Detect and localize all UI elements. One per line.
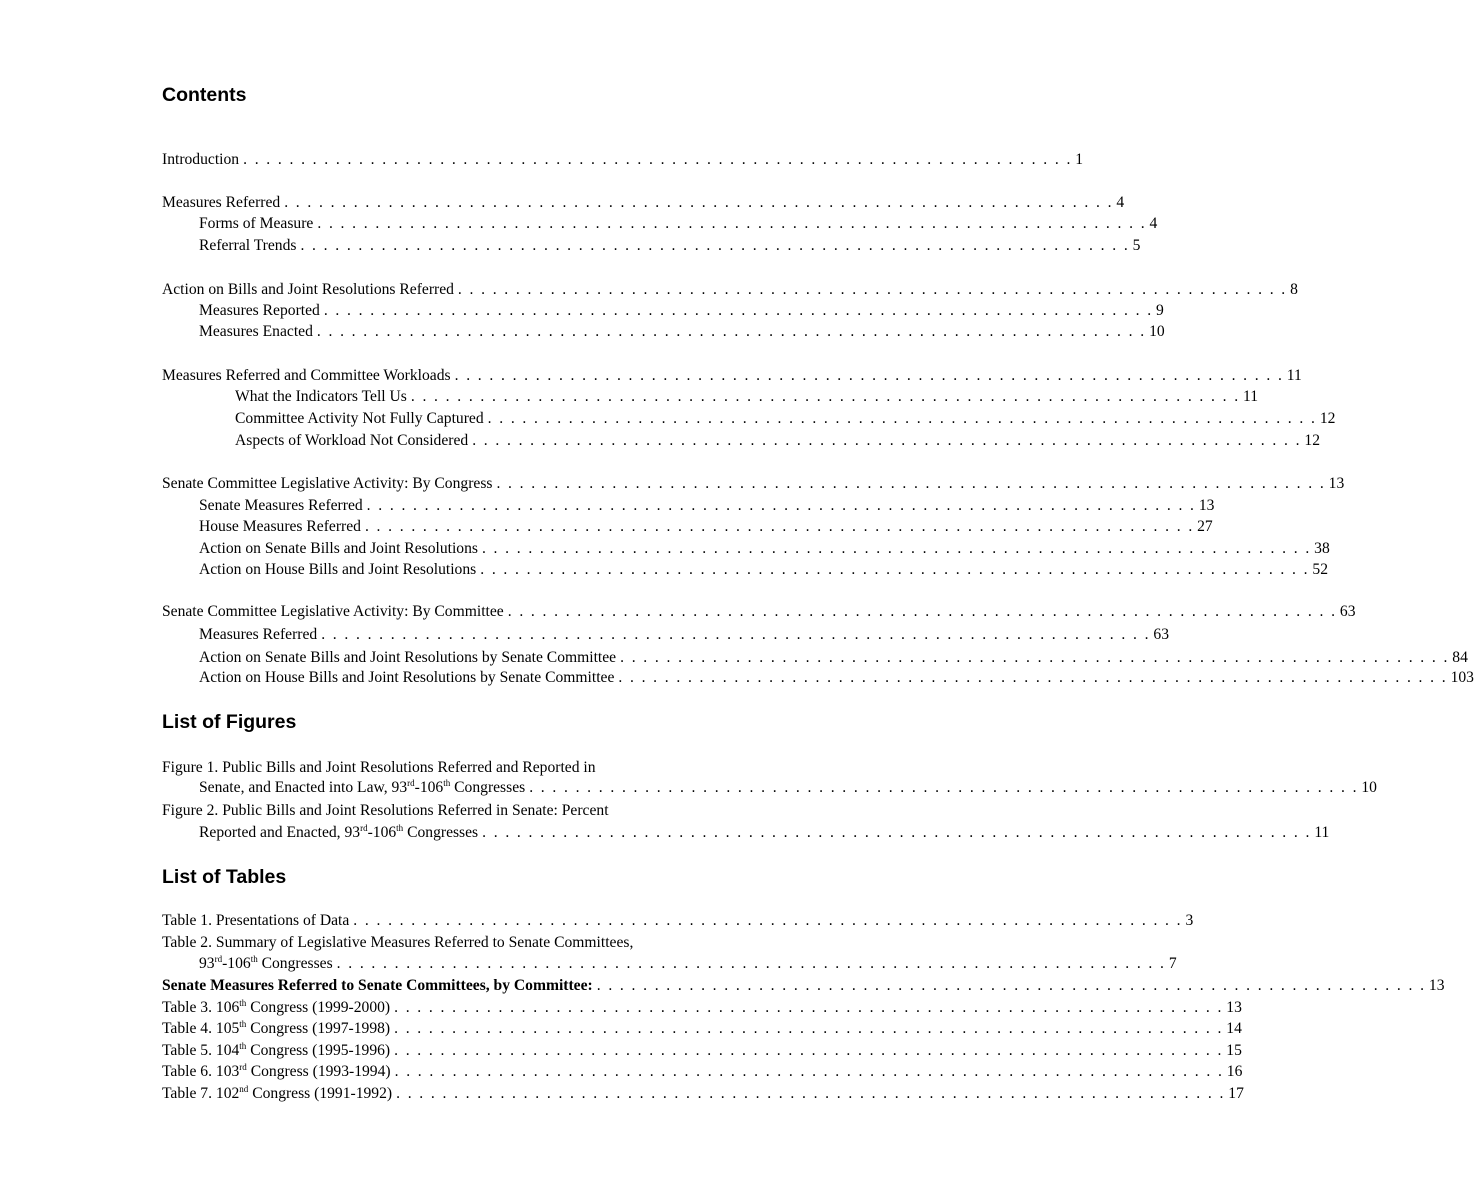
ordinal-suffix: rd [407, 778, 415, 788]
table-row-entry[interactable] [162, 997, 1242, 1019]
dot-leader: . . . . . . . . . . . . . . . . . . . . . . . . . . . . . . . . . . . . . . . . . . . . . . . . . . . . . . . . . . . . . . . . . . . . . . . . [316, 323, 1147, 340]
toc-entry-label: What the Indicators Tell Us [235, 388, 407, 405]
contents-heading: Contents [162, 84, 247, 106]
table-group-page: 13 [1428, 977, 1445, 994]
figure-2-text: Reported and Enacted, 93 [199, 824, 361, 841]
toc-entry-page: 11 [1243, 388, 1259, 405]
toc-entry[interactable] [162, 192, 1125, 214]
toc-entry-label: Committee Activity Not Fully Captured [235, 410, 484, 427]
toc-entry[interactable] [162, 279, 1298, 301]
toc-entry[interactable] [199, 300, 1164, 322]
dot-leader: . . . . . . . . . . . . . . . . . . . . . . . . . . . . . . . . . . . . . . . . . . . . . . . . . . . . . . . . . . . . . . . . . . . . . . . . [243, 151, 1073, 168]
toc-entry[interactable] [162, 149, 1084, 171]
table-row-text: Congress (1993-1994) [246, 1063, 391, 1080]
dot-leader: . . . . . . . . . . . . . . . . . . . . . . . . . . . . . . . . . . . . . . . . . . . . . . . . . . . . . . . . . . . . . . . . . . . . . . . . [394, 1042, 1224, 1059]
figure-2-title: Figure 2. Public Bills and Joint Resolutions Referred in Senate: Percent [162, 802, 609, 819]
figure-2-text: -106 [367, 824, 397, 841]
table-row-text: Table 3. 106 [162, 999, 240, 1016]
table-row-entry[interactable] [162, 1018, 1242, 1040]
toc-entry-page: 1 [1075, 151, 1084, 168]
toc-entry[interactable] [199, 559, 1329, 581]
toc-entry-label: Senate Committee Legislative Activity: By Congress [162, 475, 493, 492]
dot-leader: . . . . . . . . . . . . . . . . . . . . . . . . . . . . . . . . . . . . . . . . . . . . . . . . . . . . . . . . . . . . . . . . . . . . . . . . [620, 649, 1450, 666]
dot-leader: . . . . . . . . . . . . . . . . . . . . . . . . . . . . . . . . . . . . . . . . . . . . . . . . . . . . . . . . . . . . . . . . . . . . . . . . [364, 518, 1195, 535]
dot-leader: . . . . . . . . . . . . . . . . . . . . . . . . . . . . . . . . . . . . . . . . . . . . . . . . . . . . . . . . . . . . . . . . . . . . . . . . [300, 237, 1130, 254]
table-row-text: Congress (1995-1996) [246, 1042, 391, 1059]
dot-leader: . . . . . . . . . . . . . . . . . . . . . . . . . . . . . . . . . . . . . . . . . . . . . . . . . . . . . . . . . . . . . . . . . . . . . . . . [336, 955, 1166, 972]
table-1-page: 3 [1185, 912, 1194, 929]
dot-leader: . . . . . . . . . . . . . . . . . . . . . . . . . . . . . . . . . . . . . . . . . . . . . . . . . . . . . . . . . . . . . . . . . . . . . . . . [472, 432, 1302, 449]
table-row-page: 15 [1226, 1042, 1242, 1059]
table-row-label [162, 1061, 391, 1083]
dot-leader: . . . . . . . . . . . . . . . . . . . . . . . . . . . . . . . . . . . . . . . . . . . . . . . . . . . . . . . . . . . . . . . . . . . . . . . . [482, 824, 1312, 841]
toc-entry[interactable] [162, 365, 1302, 387]
toc-entry-page: 8 [1290, 281, 1298, 298]
dot-leader: . . . . . . . . . . . . . . . . . . . . . . . . . . . . . . . . . . . . . . . . . . . . . . . . . . . . . . . . . . . . . . . . . . . . . . . . [394, 999, 1224, 1016]
table-row-text: Table 4. 105 [162, 1020, 240, 1037]
toc-entry-label: Forms of Measure [199, 215, 314, 232]
toc-entry-page: 27 [1197, 518, 1213, 535]
toc-entry-page: 52 [1312, 561, 1329, 578]
table-group-label: Senate Measures Referred to Senate Committees, by Committee: [162, 977, 593, 994]
table-row-text: Congress (1999-2000) [246, 999, 391, 1016]
toc-entry-label: Aspects of Workload Not Considered [235, 432, 469, 449]
table-row-page: 17 [1228, 1085, 1244, 1102]
dot-leader: . . . . . . . . . . . . . . . . . . . . . . . . . . . . . . . . . . . . . . . . . . . . . . . . . . . . . . . . . . . . . . . . . . . . . . . . [323, 302, 1154, 319]
dot-leader: . . . . . . . . . . . . . . . . . . . . . . . . . . . . . . . . . . . . . . . . . . . . . . . . . . . . . . . . . . . . . . . . . . . . . . . . [596, 977, 1426, 994]
toc-entry-label: Measures Reported [199, 302, 320, 319]
dot-leader: . . . . . . . . . . . . . . . . . . . . . . . . . . . . . . . . . . . . . . . . . . . . . . . . . . . . . . . . . . . . . . . . . . . . . . . . [529, 779, 1359, 796]
toc-entry-label: Measures Referred [162, 194, 281, 211]
ordinal-suffix: th [396, 823, 404, 833]
toc-entry-label: Action on House Bills and Joint Resolutions [199, 561, 477, 578]
dot-leader: . . . . . . . . . . . . . . . . . . . . . . . . . . . . . . . . . . . . . . . . . . . . . . . . . . . . . . . . . . . . . . . . . . . . . . . . [366, 497, 1196, 514]
table-2-text: -106 [222, 955, 251, 972]
table-row-entry[interactable] [162, 1040, 1242, 1062]
dot-leader: . . . . . . . . . . . . . . . . . . . . . . . . . . . . . . . . . . . . . . . . . . . . . . . . . . . . . . . . . . . . . . . . . . . . . . . . [321, 626, 1151, 643]
dot-leader: . . . . . . . . . . . . . . . . . . . . . . . . . . . . . . . . . . . . . . . . . . . . . . . . . . . . . . . . . . . . . . . . . . . . . . . . [496, 475, 1326, 492]
dot-leader: . . . . . . . . . . . . . . . . . . . . . . . . . . . . . . . . . . . . . . . . . . . . . . . . . . . . . . . . . . . . . . . . . . . . . . . . [394, 1020, 1224, 1037]
toc-entry-page: 4 [1116, 194, 1125, 211]
tables-heading: List of Tables [162, 866, 287, 888]
figure-1-title: Figure 1. Public Bills and Joint Resolutions Referred and Reported in [162, 759, 596, 776]
dot-leader: . . . . . . . . . . . . . . . . . . . . . . . . . . . . . . . . . . . . . . . . . . . . . . . . . . . . . . . . . . . . . . . . . . . . . . . . [481, 540, 1312, 557]
toc-entry[interactable] [199, 647, 1468, 669]
ordinal-suffix: th [239, 1019, 247, 1029]
dot-leader: . . . . . . . . . . . . . . . . . . . . . . . . . . . . . . . . . . . . . . . . . . . . . . . . . . . . . . . . . . . . . . . . . . . . . . . . [618, 669, 1448, 686]
toc-entry-label: Measures Enacted [199, 323, 313, 340]
ordinal-suffix: rd [239, 1062, 247, 1072]
ordinal-suffix: nd [239, 1084, 249, 1094]
table-row-label [162, 997, 390, 1019]
table-row-entry[interactable] [162, 1083, 1244, 1105]
figure-1-label [199, 777, 525, 799]
toc-entry[interactable] [162, 473, 1345, 495]
toc-entry[interactable] [199, 213, 1158, 235]
toc-entry[interactable] [199, 667, 1474, 689]
toc-entry-page: 10 [1149, 323, 1165, 340]
toc-entry-page: 4 [1149, 215, 1158, 232]
toc-entry[interactable] [235, 386, 1259, 408]
toc-entry-label: Action on Senate Bills and Joint Resolutions [199, 540, 478, 557]
toc-entry-label: Measures Referred [199, 626, 318, 643]
toc-entry[interactable] [235, 430, 1320, 452]
toc-entry-label: Senate Committee Legislative Activity: By Committee [162, 603, 504, 620]
ordinal-suffix: th [250, 954, 258, 964]
toc-entry[interactable] [199, 624, 1169, 646]
table-row-text: Table 5. 104 [162, 1042, 240, 1059]
table-2-text: 93 [199, 955, 215, 972]
toc-entry-page: 84 [1452, 649, 1468, 666]
ordinal-suffix: th [443, 778, 451, 788]
ordinal-suffix: rd [360, 823, 368, 833]
toc-entry[interactable] [235, 408, 1336, 430]
toc-entry-page: 11 [1286, 367, 1302, 384]
table-row-label [162, 1083, 392, 1105]
ordinal-suffix: rd [214, 954, 223, 964]
toc-entry-label: Action on Senate Bills and Joint Resolutions by Senate Committee [199, 649, 617, 666]
table-row-text: Congress (1997-1998) [246, 1020, 391, 1037]
dot-leader: . . . . . . . . . . . . . . . . . . . . . . . . . . . . . . . . . . . . . . . . . . . . . . . . . . . . . . . . . . . . . . . . . . . . . . . . [317, 215, 1147, 232]
table-2-text: Congresses [257, 955, 333, 972]
table-2-page: 7 [1168, 955, 1177, 972]
figure-2-entry[interactable] [199, 822, 1330, 844]
toc-entry-label: Senate Measures Referred [199, 497, 363, 514]
dot-leader: . . . . . . . . . . . . . . . . . . . . . . . . . . . . . . . . . . . . . . . . . . . . . . . . . . . . . . . . . . . . . . . . . . . . . . . . [410, 388, 1241, 405]
dot-leader: . . . . . . . . . . . . . . . . . . . . . . . . . . . . . . . . . . . . . . . . . . . . . . . . . . . . . . . . . . . . . . . . . . . . . . . . [454, 367, 1284, 384]
figure-2-label [199, 822, 478, 844]
toc-entry-page: 12 [1319, 410, 1336, 427]
figure-1-text: Senate, and Enacted into Law, 93 [199, 779, 408, 796]
toc-entry-page: 9 [1156, 302, 1164, 319]
toc-entry-label: House Measures Referred [199, 518, 361, 535]
toc-entry-page: 103 [1450, 669, 1474, 686]
toc-entry-label: Referral Trends [199, 237, 297, 254]
table-row-entry[interactable] [162, 1061, 1243, 1083]
table-row-page: 14 [1226, 1020, 1242, 1037]
figure-2-text: Congresses [403, 824, 479, 841]
toc-entry-label: Measures Referred and Committee Workloads [162, 367, 451, 384]
toc-entry-page: 13 [1198, 497, 1215, 514]
dot-leader: . . . . . . . . . . . . . . . . . . . . . . . . . . . . . . . . . . . . . . . . . . . . . . . . . . . . . . . . . . . . . . . . . . . . . . . . [480, 561, 1310, 578]
dot-leader: . . . . . . . . . . . . . . . . . . . . . . . . . . . . . . . . . . . . . . . . . . . . . . . . . . . . . . . . . . . . . . . . . . . . . . . . [394, 1063, 1224, 1080]
table-group-entry[interactable] [162, 975, 1445, 997]
figures-heading: List of Figures [162, 711, 297, 733]
toc-entry-page: 63 [1339, 603, 1356, 620]
toc-entry-page: 13 [1328, 475, 1345, 492]
toc-entry[interactable] [199, 321, 1165, 343]
table-row-page: 13 [1226, 999, 1242, 1016]
dot-leader: . . . . . . . . . . . . . . . . . . . . . . . . . . . . . . . . . . . . . . . . . . . . . . . . . . . . . . . . . . . . . . . . . . . . . . . . [353, 912, 1183, 929]
table-1-label: Table 1. Presentations of Data [162, 912, 350, 929]
table-2-title: Table 2. Summary of Legislative Measures Referred to Senate Committees, [162, 934, 634, 951]
dot-leader: . . . . . . . . . . . . . . . . . . . . . . . . . . . . . . . . . . . . . . . . . . . . . . . . . . . . . . . . . . . . . . . . . . . . . . . . [396, 1085, 1226, 1102]
toc-entry-label: Introduction [162, 151, 240, 168]
dot-leader: . . . . . . . . . . . . . . . . . . . . . . . . . . . . . . . . . . . . . . . . . . . . . . . . . . . . . . . . . . . . . . . . . . . . . . . . [284, 194, 1114, 211]
toc-entry-label: Action on House Bills and Joint Resolutions by Senate Committee [199, 669, 615, 686]
toc-entry[interactable] [162, 601, 1356, 623]
table-1-entry[interactable] [162, 910, 1194, 932]
figure-1-text: Congresses [450, 779, 526, 796]
toc-entry-page: 63 [1153, 626, 1169, 643]
toc-entry-label: Action on Bills and Joint Resolutions Referred [162, 281, 454, 298]
dot-leader: . . . . . . . . . . . . . . . . . . . . . . . . . . . . . . . . . . . . . . . . . . . . . . . . . . . . . . . . . . . . . . . . . . . . . . . . [457, 281, 1288, 298]
toc-entry-page: 38 [1314, 540, 1330, 557]
table-2-entry[interactable] [199, 953, 1177, 975]
toc-entry[interactable] [199, 538, 1330, 560]
figure-1-text: -106 [414, 779, 444, 796]
table-row-text: Table 6. 103 [162, 1063, 240, 1080]
table-row-text: Table 7. 102 [162, 1085, 240, 1102]
table-row-page: 16 [1226, 1063, 1243, 1080]
toc-entry-page: 12 [1304, 432, 1320, 449]
table-2-label [199, 953, 333, 975]
figure-1-entry[interactable] [199, 777, 1377, 799]
table-row-label [162, 1018, 390, 1040]
table-row-label [162, 1040, 390, 1062]
table-row-text: Congress (1991-1992) [248, 1085, 393, 1102]
dot-leader: . . . . . . . . . . . . . . . . . . . . . . . . . . . . . . . . . . . . . . . . . . . . . . . . . . . . . . . . . . . . . . . . . . . . . . . . [507, 603, 1337, 620]
toc-entry[interactable] [199, 516, 1213, 538]
dot-leader: . . . . . . . . . . . . . . . . . . . . . . . . . . . . . . . . . . . . . . . . . . . . . . . . . . . . . . . . . . . . . . . . . . . . . . . . [487, 410, 1317, 427]
figure-1-page: 10 [1361, 779, 1377, 796]
ordinal-suffix: th [239, 1041, 247, 1051]
toc-entry[interactable] [199, 235, 1141, 257]
figure-2-page: 11 [1314, 824, 1330, 841]
toc-entry[interactable] [199, 495, 1215, 517]
toc-entry-page: 5 [1132, 237, 1141, 254]
ordinal-suffix: th [239, 998, 247, 1008]
